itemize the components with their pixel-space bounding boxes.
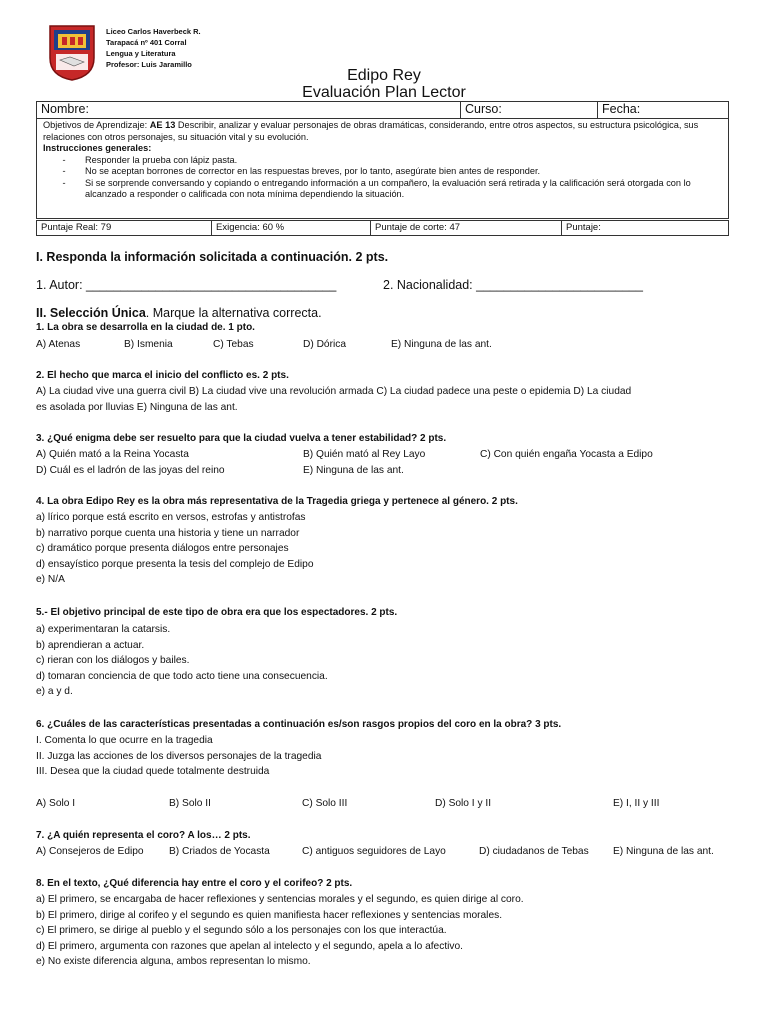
school-name: Liceo Carlos Haverbeck R. (106, 27, 201, 36)
real-score: Puntaje Real: 79 (37, 221, 212, 236)
q5-option-c[interactable]: c) rieran con los diálogos y bailes. (36, 655, 190, 667)
q7-option-b[interactable]: B) Criados de Yocasta (169, 846, 270, 857)
subject: Lengua y Literatura (106, 49, 176, 58)
page-title: Edipo Rey (347, 67, 421, 84)
q1-option-d[interactable]: D) Dórica (303, 339, 347, 350)
q4-option-b[interactable]: b) narrativo porque cuenta una historia y tiene un narrador (36, 527, 300, 539)
q1-option-e[interactable]: E) Ninguna de las ant. (391, 339, 492, 350)
q5-option-e[interactable]: e) a y d. (36, 686, 73, 698)
q4-option-d[interactable]: d) ensayístico porque presenta la tesis del complejo de Edipo (36, 558, 314, 570)
q8-option-b[interactable]: b) El primero, dirige al corifeo y el segundo es quien manifiesta hacer reflexiones y sentencias morales. (36, 909, 503, 921)
q6-option-b[interactable]: B) Solo II (169, 798, 211, 809)
q7-option-c[interactable]: C) antiguos seguidores de Layo (302, 846, 446, 857)
q5-options (36, 622, 328, 700)
cutoff-score: Puntaje de corte: 47 (371, 221, 562, 236)
q3-option-d[interactable]: D) Cuál es el ladrón de las joyas del reino (36, 465, 225, 476)
name-field[interactable]: Nombre: (37, 102, 461, 119)
q5-option-b[interactable]: b) aprendieran a actuar. (36, 639, 145, 651)
q4-option-e[interactable]: e) N/A (36, 574, 65, 586)
score-field[interactable]: Puntaje: (562, 221, 729, 236)
school-address: Tarapacá nº 401 Corral (106, 38, 187, 47)
date-field[interactable]: Fecha: (598, 102, 729, 119)
objectives-text: Objetivos de Aprendizaje: AE 13 Describir, analizar y evaluar personajes de obras dramáticas, considerando, entre otros aspectos, su estructura psicológica, sus relaciones con otros personajes, su situación vital y su evolución. (43, 120, 699, 142)
page-subtitle: Evaluación Plan Lector (302, 84, 466, 101)
question-4: 4. La obra Edipo Rey es la obra más representativa de la Tragedia griega y pertenece al género. 2 pts. (36, 496, 518, 507)
q3-option-e[interactable]: E) Ninguna de las ant. (303, 465, 404, 476)
q6-option-d[interactable]: D) Solo I y II (435, 798, 492, 809)
question-6: 6. ¿Cuáles de las características presentadas a continuación es/son rasgos propios del coro en la obra? 3 pts. (36, 719, 562, 730)
q6-statements (36, 733, 321, 780)
q5-option-d[interactable]: d) tomaran conciencia de que todo acto tiene una consecuencia. (36, 670, 328, 682)
section-2-title: II. Selección Única. Marque la alternativa correcta. (36, 306, 322, 320)
teacher: Profesor: Luis Jaramillo (106, 60, 192, 69)
question-8: 8. En el texto, ¿Qué diferencia hay entre el coro y el corifeo? 2 pts. (36, 878, 353, 889)
info-table (36, 101, 729, 219)
q6-statement: III. Desea que la ciudad quede totalmente destruida (36, 766, 270, 778)
q2-options-line[interactable]: A) La ciudad vive una guerra civil B) La ciudad vive una revolución armada C) La ciudad padece una peste o epidemia D) La ciudad (36, 386, 632, 397)
q6-option-c[interactable]: C) Solo III (302, 798, 348, 809)
score-table (36, 220, 729, 236)
q6-statement: II. Juzga las acciones de los diversos personajes de la tragedia (36, 750, 322, 762)
q2-options-line[interactable]: es asolada por lluvias E) Ninguna de las ant. (36, 402, 238, 413)
objectives-block (37, 119, 729, 219)
instruction-item: - No se aceptan borrones de corrector en las respuestas breves, por lo tanto, asegúrate bien antes de responder. (62, 166, 541, 176)
question-7: 7. ¿A quién representa el coro? A los… 2 pts. (36, 830, 251, 841)
nationality-field[interactable]: 2. Nacionalidad: ________________________ (383, 278, 643, 292)
q4-option-a[interactable]: a) lírico porque está escrito en versos, estrofas y antistrofas (36, 512, 306, 523)
q7-option-e[interactable]: E) Ninguna de las ant. (613, 846, 714, 857)
instruction-item: - Responder la prueba con lápiz pasta. (62, 154, 238, 165)
q4-option-c[interactable]: c) dramático porque presenta diálogos entre personajes (36, 543, 289, 555)
q3-option-b[interactable]: B) Quién mató al Rey Layo (303, 449, 426, 460)
q5-option-a[interactable]: a) experimentaran la catarsis. (36, 624, 171, 635)
section-1-title: I. Responda la información solicitada a continuación. 2 pts. (36, 250, 389, 264)
course-field[interactable]: Curso: (461, 102, 598, 119)
question-2: 2. El hecho que marca el inicio del conflicto es. 2 pts. (36, 370, 289, 381)
q8-option-c[interactable]: c) El primero, se dirige al pueblo y el segundo sólo a los personajes con los que interactúa. (36, 925, 447, 937)
q7-option-a[interactable]: A) Consejeros de Edipo (36, 846, 144, 857)
q6-option-e[interactable]: E) I, II y III (613, 798, 660, 809)
instruction-item: - Si se sorprende conversando y copiando o entregando información a un compañero, la evaluación será retirada y la calificación será otorgada con lo alcanzado a responder o calificada con nota mínima dependiendo la situación. (62, 177, 691, 199)
q4-options (36, 510, 314, 588)
q3-option-c[interactable]: C) Con quién engaña Yocasta a Edipo (480, 449, 653, 460)
q1-option-a[interactable]: A) Atenas (36, 339, 81, 350)
q8-option-d[interactable]: d) El primero, argumenta con razones que apelan al intelecto y el segundo, apela a lo afectivo. (36, 940, 464, 952)
question-5: 5.- El objetivo principal de este tipo de obra era que los espectadores. 2 pts. (36, 607, 398, 618)
q3-option-a[interactable]: A) Quién mató a la Reina Yocasta (36, 449, 189, 460)
q8-option-a[interactable]: a) El primero, se encargaba de hacer reflexiones y sentencias morales y el segundo, es quien dirige al coro. (36, 894, 524, 905)
school-info (106, 26, 201, 70)
question-1: 1. La obra se desarrolla en la ciudad de. 1 pto. (36, 322, 255, 333)
question-3: 3. ¿Qué enigma debe ser resuelto para que la ciudad vuelva a tener estabilidad? 2 pts. (36, 433, 447, 444)
q6-option-a[interactable]: A) Solo I (36, 798, 76, 809)
q8-options (36, 892, 524, 970)
author-field[interactable]: 1. Autor: ____________________________________ (36, 278, 337, 292)
instructions-heading: Instrucciones generales: (43, 143, 152, 153)
q8-option-e[interactable]: e) No existe diferencia alguna, ambos representan lo mismo. (36, 956, 311, 968)
q6-statement: I. Comenta lo que ocurre en la tragedia (36, 735, 213, 746)
q7-option-d[interactable]: D) ciudadanos de Tebas (479, 846, 589, 857)
requirement: Exigencia: 60 % (212, 221, 371, 236)
q1-option-c[interactable]: C) Tebas (213, 339, 254, 350)
q1-option-b[interactable]: B) Ismenia (124, 339, 173, 350)
